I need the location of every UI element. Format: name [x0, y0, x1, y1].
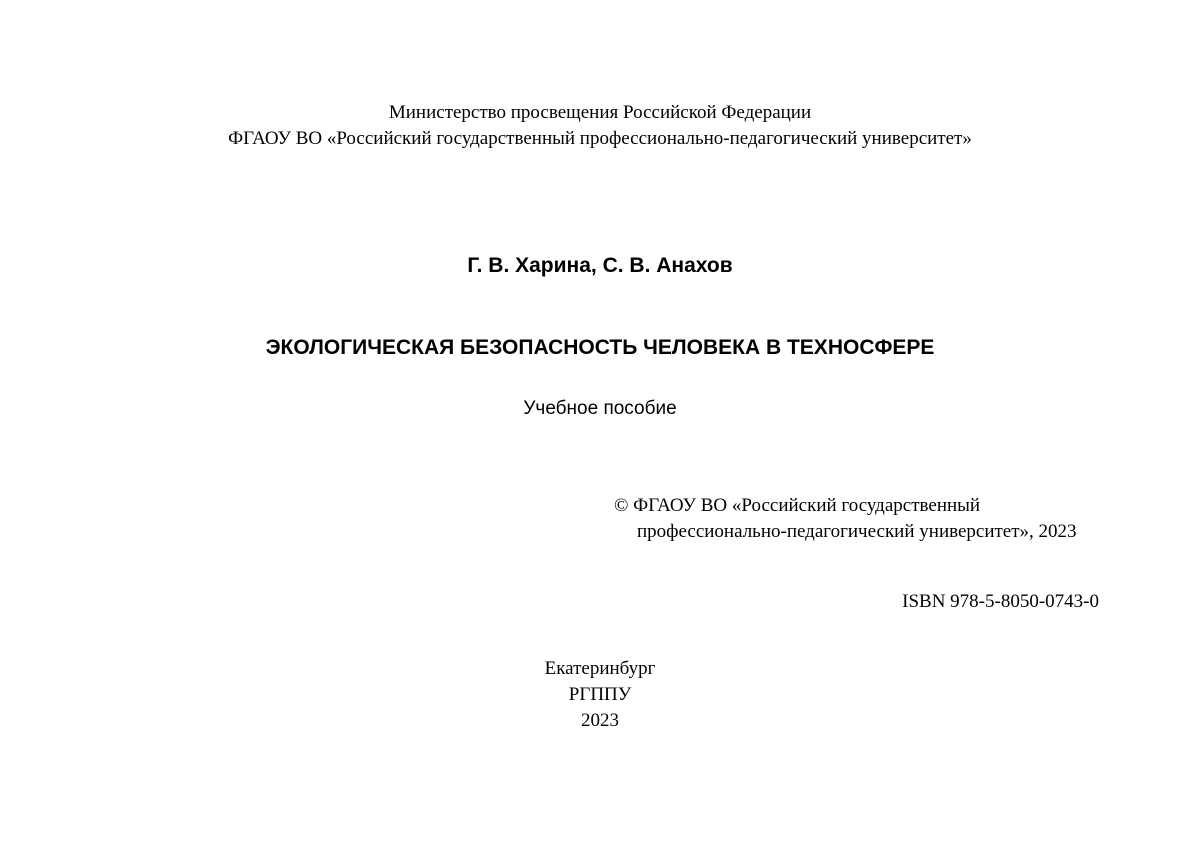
- imprint-footer: [0, 656, 1200, 734]
- imprint-year: 2023: [581, 710, 619, 731]
- book-title: ЭКОЛОГИЧЕСКАЯ БЕЗОПАСНОСТЬ ЧЕЛОВЕКА В ТЕХНОСФЕРЕ: [265, 336, 935, 359]
- authors: Г. В. Харина, С. В. Анахов: [467, 254, 733, 277]
- publisher-header: [0, 100, 1200, 152]
- copyright-line-2: профессионально-педагогический университет», 2023: [637, 521, 1077, 542]
- copyright-notice: [614, 493, 1134, 545]
- ministry-line: Министерство просвещения Российской Федерации: [388, 102, 812, 123]
- book-subtitle: Учебное пособие: [523, 398, 677, 419]
- imprint-city: Екатеринбург: [544, 658, 656, 679]
- imprint-publisher: РГППУ: [568, 684, 632, 705]
- university-line: ФГАОУ ВО «Российский государственный профессионально-педагогический университет»: [228, 128, 972, 149]
- copyright-line-1: © ФГАОУ ВО «Российский государственный: [614, 495, 981, 516]
- isbn: ISBN 978-5-8050-0743-0: [902, 591, 1099, 612]
